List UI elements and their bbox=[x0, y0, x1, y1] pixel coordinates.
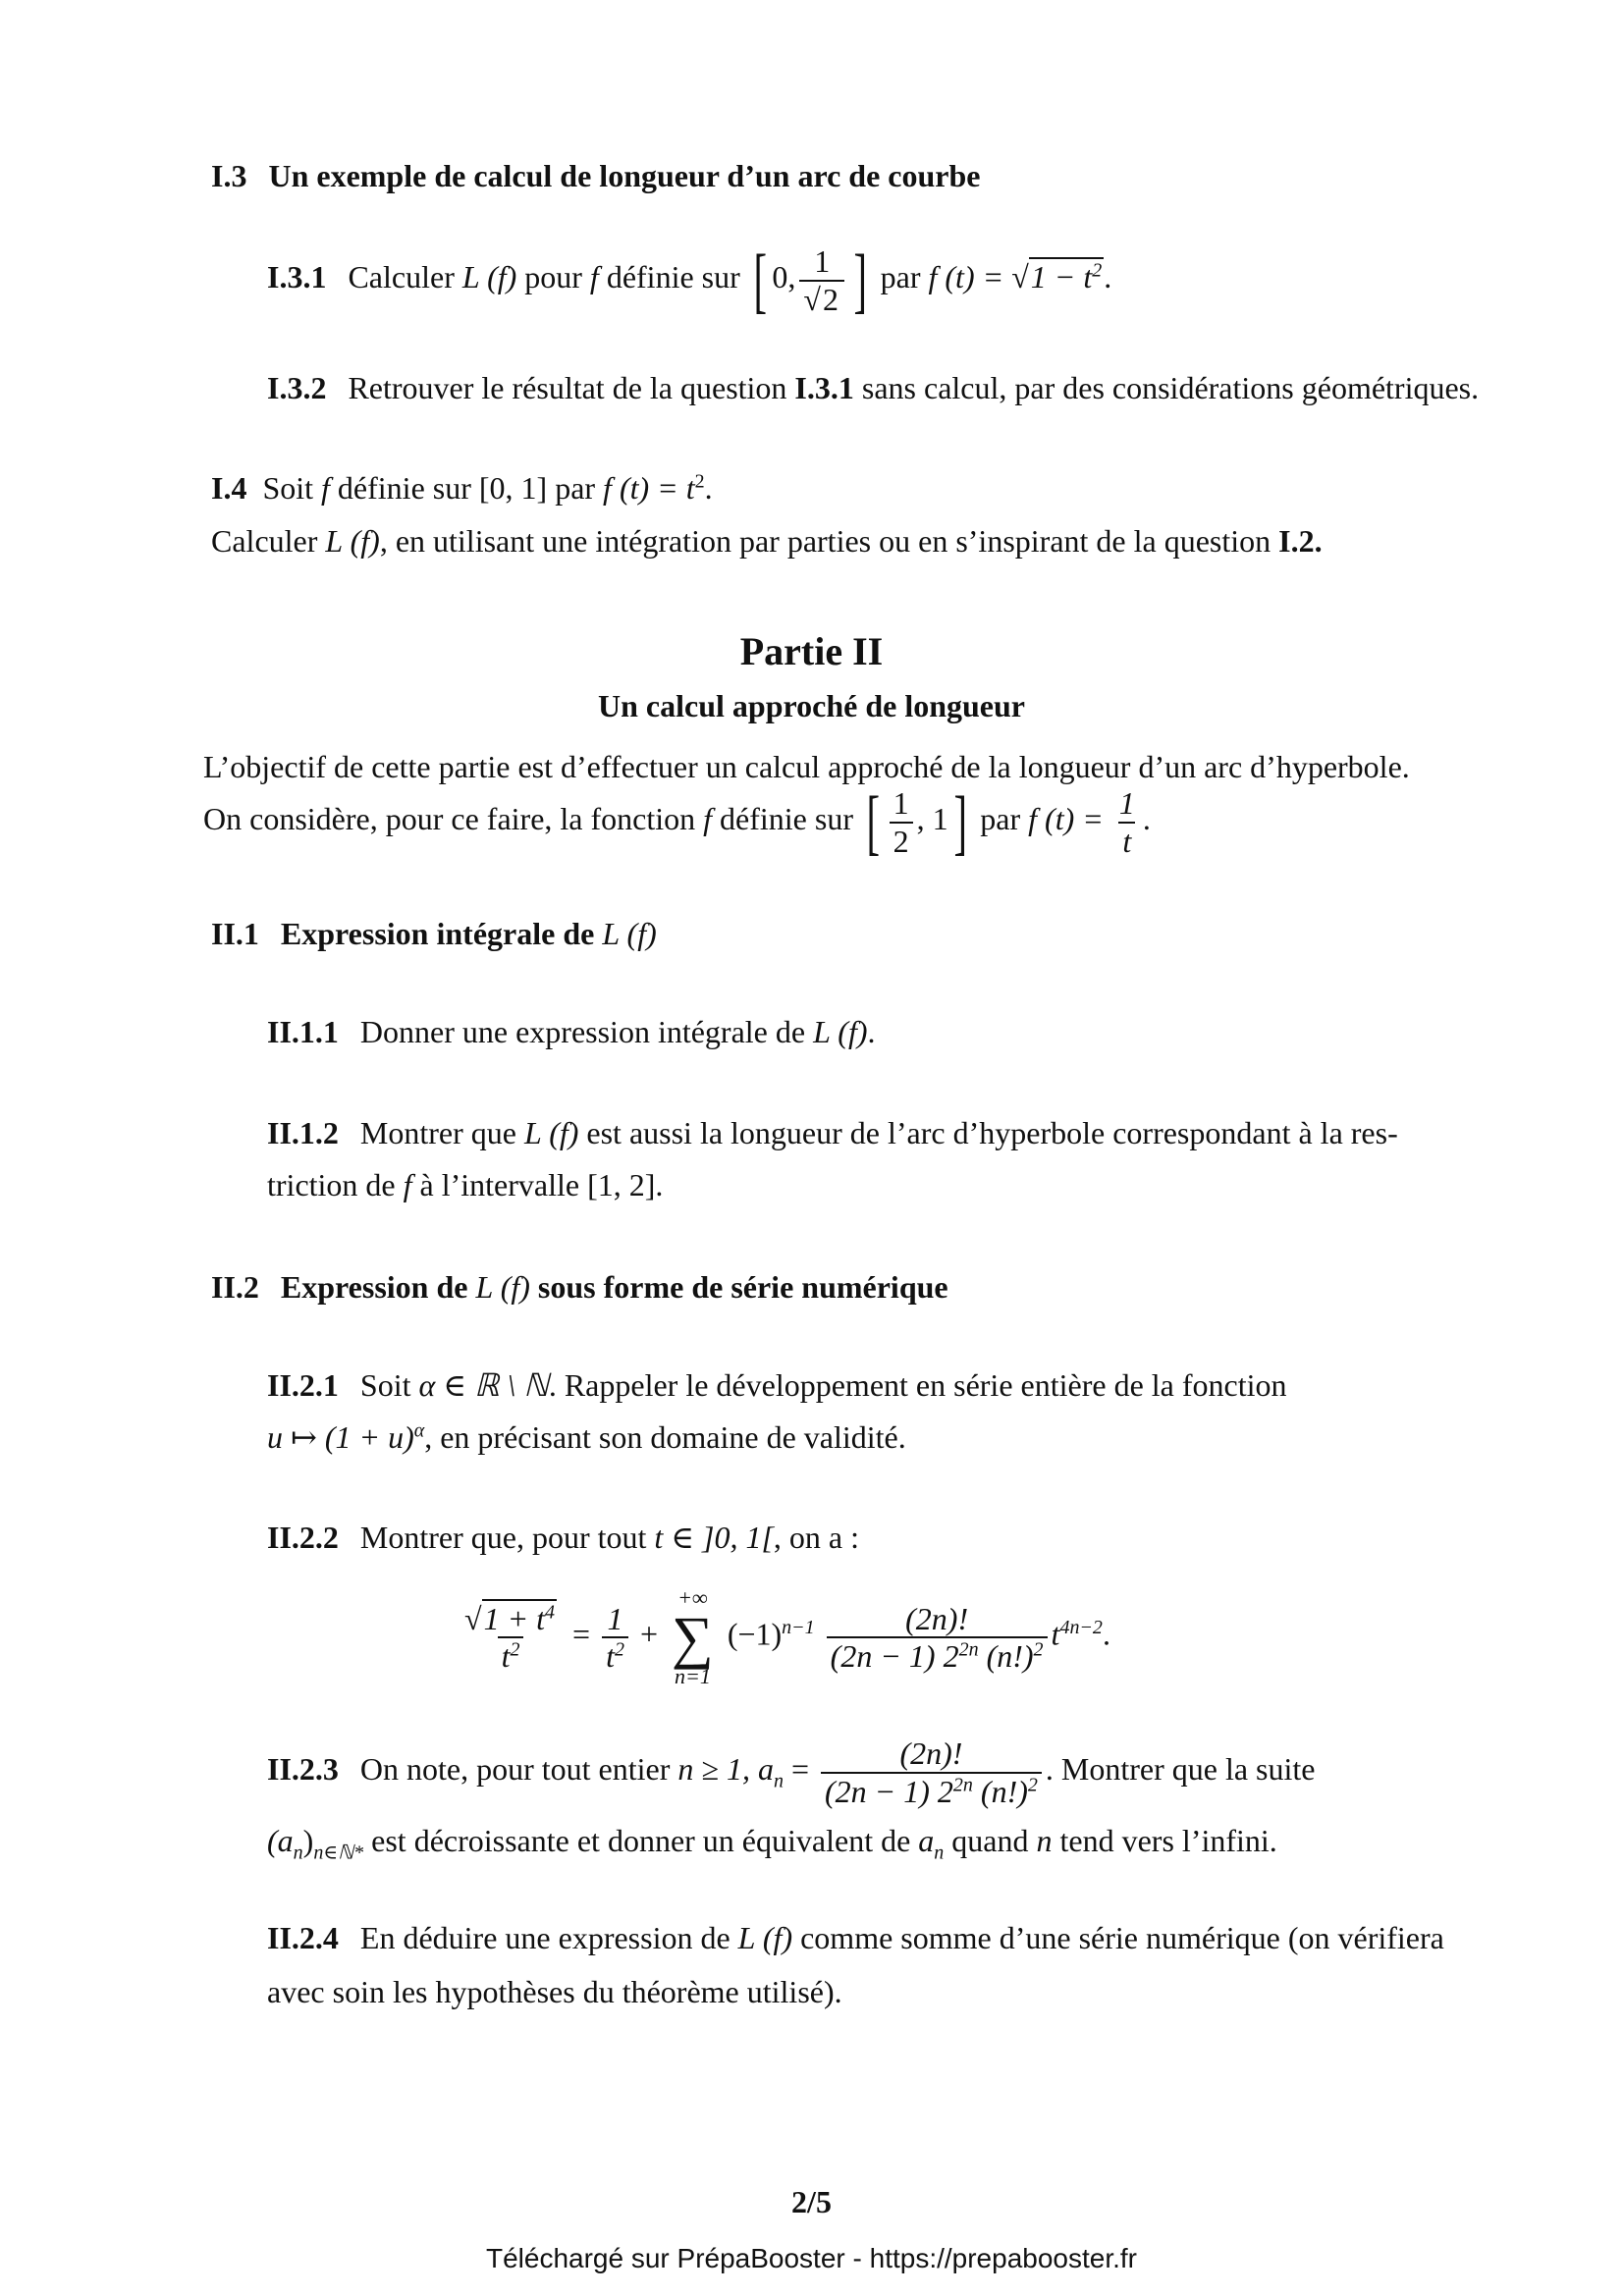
lhs-denominator bbox=[498, 1636, 524, 1675]
download-footer: Téléchargé sur PrépaBooster - https://prepabooster.fr bbox=[485, 2243, 1138, 2273]
text: est décroissante et donner un équivalent de bbox=[371, 1823, 911, 1858]
equals-sign: = bbox=[790, 1751, 809, 1788]
question-II12 bbox=[267, 1114, 1398, 1151]
question-reference: I.2. bbox=[1278, 523, 1323, 559]
question-number: II.2.1 bbox=[267, 1367, 339, 1403]
right-bracket: ] bbox=[953, 781, 967, 863]
power-term: t bbox=[1051, 1616, 1060, 1652]
text: On note, pour tout entier bbox=[359, 1751, 671, 1788]
math-Lf: L (f) bbox=[737, 1920, 793, 1955]
den-base: t bbox=[501, 1638, 511, 1675]
section-number: I.3 bbox=[211, 158, 247, 193]
an-fraction bbox=[821, 1735, 1042, 1810]
text: tend vers l’infini. bbox=[1059, 1823, 1277, 1858]
exponent: 2 bbox=[694, 470, 705, 493]
text: , en précisant son domaine de validité. bbox=[424, 1419, 906, 1455]
section-heading-II1 bbox=[211, 915, 657, 952]
den-part: (2n − 1) 2 bbox=[830, 1638, 959, 1675]
question-II22 bbox=[267, 1519, 859, 1556]
math-Lf: L (f) bbox=[461, 259, 517, 295]
rhs-first-fraction bbox=[602, 1601, 628, 1676]
interval: [0, 1] bbox=[478, 470, 548, 506]
section-title: Expression intégrale de bbox=[280, 916, 595, 951]
question-I4 bbox=[211, 469, 713, 507]
period: . bbox=[1102, 1616, 1110, 1652]
math-Lf: L (f) bbox=[475, 1269, 530, 1305]
numerator: 1 bbox=[893, 785, 909, 821]
text: définie sur bbox=[720, 801, 853, 837]
text: est aussi la longueur de l’arc d’hyperbole correspondant à la res- bbox=[586, 1115, 1398, 1150]
math-f: f bbox=[403, 1167, 412, 1202]
radicand-text: 1 − t bbox=[1030, 259, 1093, 295]
exponent: 2 bbox=[1033, 1638, 1044, 1661]
math-Lf: L (f) bbox=[325, 523, 380, 559]
section-number: II.1 bbox=[211, 916, 259, 951]
exponent: 4n−2 bbox=[1059, 1617, 1103, 1639]
exponent: 2 bbox=[1092, 259, 1103, 282]
question-reference: I.3.1 bbox=[794, 370, 854, 405]
text: pour bbox=[524, 259, 582, 295]
radicand: 2 bbox=[822, 281, 839, 317]
question-II23-line2 bbox=[267, 1822, 1277, 1864]
sign-factor: (−1) bbox=[727, 1616, 783, 1652]
den-part: (n!) bbox=[980, 1773, 1028, 1809]
question-II21-line2 bbox=[267, 1418, 906, 1456]
text: , on a : bbox=[773, 1520, 859, 1555]
period: . bbox=[1104, 259, 1112, 295]
lhs-fraction bbox=[460, 1601, 561, 1676]
part-intro-line1: L’objectif de cette partie est d’effectuer un calcul approché de la longueur d’un arc d’hyperbole. bbox=[203, 749, 1410, 784]
section-heading-I3 bbox=[211, 157, 980, 194]
exponent: n−1 bbox=[782, 1617, 815, 1639]
exponent: 2 bbox=[510, 1638, 520, 1661]
exponent: 2n bbox=[958, 1638, 979, 1661]
equals-sign: = bbox=[572, 1616, 591, 1652]
radicand bbox=[1029, 257, 1104, 294]
text: Montrer que, pour tout bbox=[359, 1520, 647, 1555]
fraction-one-over-t bbox=[1115, 785, 1139, 860]
math-n: n bbox=[1036, 1823, 1053, 1858]
math-alpha: α ∈ ℝ \ ℕ bbox=[418, 1367, 549, 1403]
text: , en utilisant une intégration par parties ou en s’inspirant de la question bbox=[379, 523, 1271, 559]
numerator: 1 bbox=[607, 1600, 623, 1636]
question-I31 bbox=[267, 240, 1112, 321]
part-title: Partie II bbox=[739, 629, 884, 673]
text: quand bbox=[951, 1823, 1029, 1858]
text: . Rappeler le développement en série entière de la fonction bbox=[548, 1367, 1287, 1403]
math-f: f bbox=[703, 801, 713, 837]
denominator bbox=[602, 1636, 628, 1675]
period: . bbox=[1142, 801, 1151, 837]
text: par bbox=[980, 801, 1021, 837]
subscript: n bbox=[934, 1842, 945, 1864]
den-base: t bbox=[606, 1638, 615, 1675]
math-f: f bbox=[589, 259, 599, 295]
fraction-1-over-sqrt2 bbox=[799, 243, 844, 318]
numerator: 1 bbox=[1118, 785, 1135, 821]
section-heading-II2 bbox=[211, 1268, 948, 1306]
interval: [1, 2] bbox=[587, 1167, 656, 1202]
question-II21 bbox=[267, 1366, 1287, 1404]
text: Retrouver le résultat de la question bbox=[348, 370, 787, 405]
text: En déduire une expression de bbox=[359, 1920, 730, 1955]
radicand: 1 + t bbox=[483, 1600, 546, 1636]
text: triction de bbox=[267, 1167, 396, 1202]
text: à l’intervalle bbox=[419, 1167, 580, 1202]
period: . bbox=[704, 470, 713, 506]
math-ft: f (t) = t bbox=[603, 470, 695, 506]
math-function: u ↦ (1 + u) bbox=[267, 1419, 414, 1455]
math-Lf: L (f) bbox=[602, 916, 657, 951]
left-bracket: [ bbox=[866, 781, 881, 863]
text: sans calcul, par des considérations géométriques. bbox=[861, 370, 1480, 405]
denominator bbox=[821, 1772, 1042, 1810]
text: Montrer que bbox=[359, 1115, 516, 1150]
denominator: 2 bbox=[890, 822, 913, 860]
question-number: II.1.1 bbox=[267, 1014, 339, 1049]
exponent: 2 bbox=[614, 1638, 624, 1661]
coefficient-fraction bbox=[827, 1601, 1048, 1676]
text: Expression de bbox=[280, 1269, 468, 1305]
question-number: II.2.4 bbox=[267, 1920, 339, 1955]
text: Donner une expression intégrale de bbox=[359, 1014, 806, 1049]
right-bracket: ] bbox=[853, 240, 868, 321]
index-set: n∈ℕ* bbox=[313, 1842, 364, 1864]
math-condition: n ≥ 1, a bbox=[677, 1751, 774, 1788]
question-number: I.3.1 bbox=[267, 259, 327, 295]
question-I4-line2 bbox=[211, 522, 1323, 560]
sequence-close: ) bbox=[302, 1823, 314, 1858]
question-number: II.2.3 bbox=[267, 1751, 339, 1788]
display-equation bbox=[457, 1585, 1110, 1690]
numerator: 1 bbox=[814, 243, 831, 279]
math-Lf: L (f) bbox=[523, 1115, 579, 1150]
question-number: II.2.2 bbox=[267, 1520, 339, 1555]
summation bbox=[672, 1585, 714, 1690]
exponent: 2 bbox=[1027, 1774, 1038, 1796]
left-bracket: [ bbox=[753, 240, 767, 321]
denominator bbox=[827, 1636, 1048, 1675]
text: . Montrer que la suite bbox=[1045, 1751, 1316, 1788]
text: comme somme d’une série numérique (on vérifiera bbox=[800, 1920, 1444, 1955]
interval-end: , 1 bbox=[916, 801, 948, 837]
math-ft: f (t) = bbox=[928, 259, 1004, 295]
question-number: I.4 bbox=[211, 470, 247, 506]
period: . bbox=[867, 1014, 876, 1049]
period: . bbox=[655, 1167, 664, 1202]
question-II24 bbox=[267, 1919, 1444, 1956]
page-number: 2/5 bbox=[791, 2184, 832, 2219]
sequence-open: (a bbox=[267, 1823, 294, 1858]
question-number: II.1.2 bbox=[267, 1115, 339, 1150]
denominator: t bbox=[1118, 822, 1135, 860]
text: sous forme de série numérique bbox=[537, 1269, 948, 1305]
question-II11 bbox=[267, 1013, 876, 1050]
fraction-one-half bbox=[890, 785, 913, 860]
subscript: n bbox=[773, 1770, 784, 1792]
text: définie sur bbox=[606, 259, 740, 295]
text: par bbox=[880, 259, 921, 295]
sqrt-expression: $√1 - t^2$ bbox=[1011, 259, 1103, 295]
text: Soit bbox=[262, 470, 314, 506]
interval-start: 0, bbox=[772, 259, 796, 295]
question-number: I.3.2 bbox=[267, 370, 327, 405]
exponent: 4 bbox=[545, 1600, 556, 1623]
den-part: (n!) bbox=[986, 1638, 1034, 1675]
question-II12-line2 bbox=[267, 1166, 663, 1203]
numerator: (2n)! bbox=[905, 1600, 969, 1636]
part-intro-line2 bbox=[203, 781, 1151, 863]
subscript: n bbox=[293, 1842, 303, 1864]
denominator: √2 bbox=[799, 280, 844, 318]
sum-upper-limit: +∞ bbox=[677, 1585, 708, 1610]
math-Lf: L (f) bbox=[813, 1014, 868, 1049]
den-part: (2n − 1) 2 bbox=[825, 1773, 953, 1809]
exponent: 2n bbox=[952, 1774, 973, 1796]
text: Calculer bbox=[348, 259, 455, 295]
text: Calculer bbox=[211, 523, 318, 559]
math-condition: t ∈ ]0, 1[ bbox=[654, 1520, 774, 1555]
math-an: a bbox=[918, 1823, 935, 1858]
part-subtitle: Un calcul approché de longueur bbox=[598, 688, 1025, 723]
exponent: α bbox=[413, 1419, 425, 1442]
question-I32 bbox=[267, 369, 1479, 406]
text: On considère, pour ce faire, la fonction bbox=[203, 801, 696, 837]
text: par bbox=[555, 470, 596, 506]
lhs-numerator: $√1 + t^4$ bbox=[464, 1600, 556, 1636]
question-II24-line2: avec soin les hypothèses du théorème utilisé). bbox=[267, 1974, 842, 2009]
section-number: II.2 bbox=[211, 1269, 259, 1305]
math-f: f bbox=[321, 470, 330, 506]
math-ft: f (t) = bbox=[1028, 801, 1104, 837]
sigma-icon: ∑ bbox=[672, 1605, 714, 1671]
plus-sign: + bbox=[639, 1616, 659, 1652]
section-title: Un exemple de calcul de longueur d’un arc de courbe bbox=[268, 158, 981, 193]
sum-lower-limit: n=1 bbox=[674, 1664, 711, 1689]
numerator: (2n)! bbox=[899, 1735, 963, 1771]
text: définie sur bbox=[337, 470, 471, 506]
question-II23 bbox=[267, 1735, 1315, 1810]
text: Soit bbox=[359, 1367, 411, 1403]
